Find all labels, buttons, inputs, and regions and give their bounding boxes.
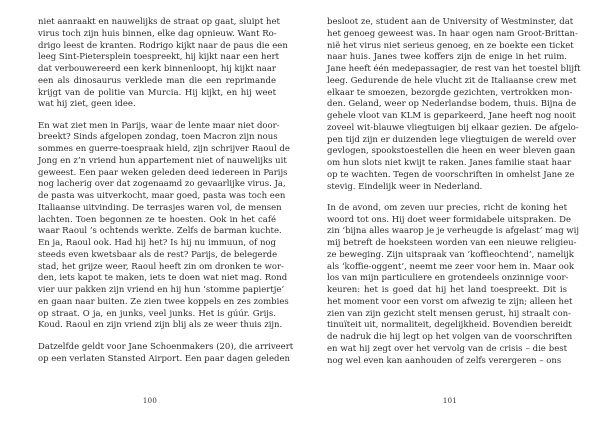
right-page (300, 0, 600, 432)
text-line: sommes en guerre-toespraak hield, zijn schrijver Raoul de (38, 144, 290, 155)
text-line: nog wel even kan aanhouden of zelfs verergeren – ons (327, 355, 562, 366)
text-line: dat verbouwereerd een kerk binnenloopt, hij kijkt naar (38, 64, 276, 74)
text-line: om hun slots niet kwijt te raken. Janes familie staat haar (327, 158, 572, 168)
text-line: leeg. Gedurende de hele vlucht zit de Italiaanse crew met (327, 75, 577, 86)
text-line: vier uur pakken zijn vriend en hij hun ‘stomme papiertje’ (38, 285, 285, 296)
text-line: virus toch zijn huis binnen, elke dag opnieuw. Want Ro- (38, 28, 277, 39)
text-line: stad, het grijze weer, Raoul heeft zin om dronken te wor- (38, 261, 284, 272)
text-line: gehele vloot van KLM is geparkeerd, Jane heeft nog nooit (327, 111, 576, 121)
text-line: het genoeg geweest was. In haar ogen nam Groot-Brittan- (327, 28, 578, 39)
text-line: op een verlaten Stansted Airport. Een paar dagen geleden (38, 353, 290, 364)
text-line: naar huis. Janes twee koffers zijn de enige in het ruim. (327, 52, 567, 63)
text-line: den. Geland, weer op Nederlandse bodem, thuis. Bijna de (327, 99, 577, 110)
text-line: wat hij ziet, geen idee. (38, 99, 136, 110)
text-line: en gaan naar buiten. Ze zien twee koppels en zes zombies (38, 296, 289, 307)
text-line: het moment voor een vorst om afwezig te zijn; alleen het (327, 296, 573, 307)
text-line: leeg Sint-Pietersplein toespreekt, hij kijkt naar een hert (38, 52, 280, 63)
left-text-column (38, 17, 294, 365)
paragraph (38, 341, 294, 366)
text-line: een als dinosaurus verklede man die een reprimande (38, 75, 276, 86)
text-line: woord tot ons. Hij doet weer formidabele uitspraken. De (327, 214, 571, 225)
text-line: zoveel wit-blauwe vliegtuigen bij elkaar gezien. De afgelo- (327, 122, 579, 133)
text-line: Datzelfde geldt voor Jane Schoenmakers (20), die arriveert (38, 341, 294, 352)
page-number-left: 100 (142, 397, 158, 405)
paragraph (327, 202, 580, 368)
text-line: In de avond, om zeven uur precies, richt de koning het (327, 202, 567, 213)
text-line: niet aanraakt en nauwelijks de straat op gaat, sluipt het (38, 17, 280, 27)
text-line: steeds even kwetsbaar als de rest? Parijs, de belegerde (38, 249, 278, 260)
text-line: gevlogen, spookstoestellen die heen en weer bleven gaan (327, 146, 576, 157)
text-line: ze beweging. Zijn uitspraak van ‘koffieochtend’, namelijk (327, 249, 574, 260)
text-line: zin ‘bijna alles waarop je je verheugde is afgelast’ mag wij (327, 226, 580, 237)
text-line: Jane heeft één medepassagier, de rest van het toestel blijft (327, 64, 581, 74)
text-line: Italiaanse uitvinding. De terrasjes waren vol, de mensen (38, 202, 282, 213)
text-line: Koud. Raoul en zijn vriend zijn blij als ze weer thuis zijn. (38, 320, 283, 331)
text-line: de pasta was uitverkocht, maar goed, pasta was toch een (38, 191, 286, 202)
paragraph (38, 17, 288, 111)
text-line: pen tijd zijn er duizenden lege vliegtuigen de wereld over (327, 134, 576, 145)
paragraph (38, 120, 290, 333)
text-line: los van mijn particuliere en grotendeels onzinnige voor- (327, 273, 569, 284)
text-line: lachten. Toen begonnen ze te hoesten. Ook in het café (38, 214, 276, 225)
text-line: en wat hij zegt over het vervolg van de crisis – die best (327, 343, 567, 354)
text-line: besloot ze, student aan de University of Westminster, dat (327, 17, 574, 27)
text-line: waar Raoul ’s ochtends werkte. Zelfs de barman kuchte. (38, 226, 282, 237)
text-line: krijgt van de politie van Murcia. Hij kijkt, en hij weet (38, 87, 276, 98)
text-line: als ‘koffie-oggent’, neemt me zeer voor hem in. Maar ook (327, 261, 574, 272)
text-line: stevig. Eindelijk weer in Nederland. (327, 181, 483, 192)
text-line: op te wachten. Tegen de voorschriften in omhelst Jane ze (327, 169, 575, 180)
text-line: elkaar te smoezen, bezorgde gezichten, vertrokken mon- (327, 87, 573, 98)
text-line: nië het virus niet serieus genoeg, en ze boekte een ticket (327, 40, 574, 51)
text-line: op straat. O ja, en junks, veel junks. Het is gúúr. Grijs. (38, 308, 276, 319)
right-text-column (327, 17, 581, 367)
text-line: Jong en z’n vriend hun appartement niet of nauwelijks uit (38, 155, 287, 166)
text-line: keuren: het is goed dat hij het land toespreekt. Dit is (327, 285, 567, 296)
text-line: den, iets kapot te maken, iets te doen wat niet mag. Rond (38, 273, 288, 284)
text-line: En ja, Raoul ook. Had hij het? Is hij nu immuun, of nog (38, 238, 276, 249)
text-line: tinuïteit uit, normaliteit, degelijkheid. Bovendien bereidt (327, 320, 572, 331)
text-line: En wat ziet men in Parijs, waar de lente maar niet door- (38, 120, 280, 131)
text-line: geweest. Een paar weken geleden deed iedereen in Parijs (38, 167, 288, 178)
page-number-right: 101 (442, 397, 458, 405)
text-line: de nadruk die hij legt op het volgen van de voorschriften (327, 332, 573, 343)
text-line: mij betreft de hoeksteen worden van een nieuwe religieu- (327, 238, 577, 249)
text-line: zien van zijn gezicht stelt mensen gerust, hij straalt con- (327, 308, 572, 319)
text-line: nog lacherig over dat zogenaamd zo gevaarlijke virus. Ja, (38, 179, 286, 190)
paragraph (327, 17, 581, 193)
text-line: breekt? Sinds afgelopen zondag, toen Macron zijn nous (38, 132, 278, 143)
text-line: drigo leest de kranten. Rodrigo kijkt naar de paus die een (38, 40, 288, 51)
